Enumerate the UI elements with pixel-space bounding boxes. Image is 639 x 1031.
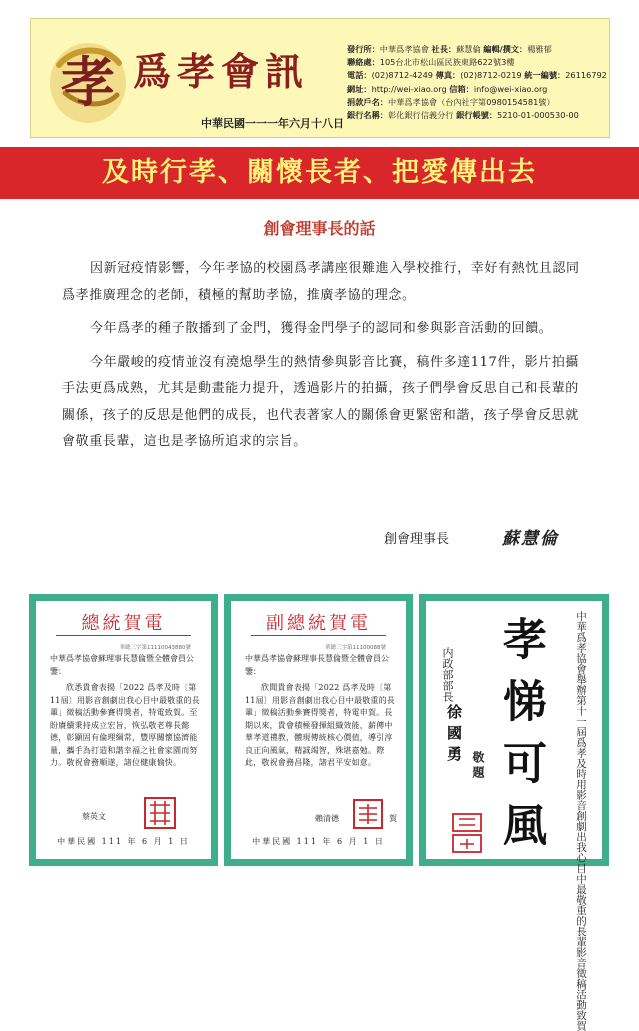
info-label: 社長： xyxy=(431,44,457,54)
card-recipient: 中華爲孝協會蘇理事長慧倫暨全體會員公鑒： xyxy=(245,654,389,676)
card-signer-suffix: 賀 xyxy=(389,814,397,823)
masthead-title: 爲孝會訊 xyxy=(133,49,310,94)
issue-date: 中華民國一一一年六月十八日 xyxy=(201,117,344,130)
info-value: 中華爲孝協會（台內社字第0980154581號） xyxy=(387,96,555,107)
red-seal-icon xyxy=(144,797,176,829)
card-message: 欣聞貴會表揚「2022 爲孝及時〔第11屆〕用影音創劇出我心目中最敬重的長輩」徵稿活動參賽得獎者，特電申賀。長期以來，貴會積極發揮組織效能，薪傳中華孝道禮教，體現傳統核心價值，導引淳良正向風氣，精誠竭智，殊堪嘉勉。際此，敬祝會務昌隆，諸君平安如意。 xyxy=(245,683,395,767)
signature-name: 蘇慧倫 xyxy=(502,529,559,549)
publisher-info-line xyxy=(347,109,609,122)
info-label: 傳真： xyxy=(435,70,461,81)
calligraphy-signer: 徐國勇 xyxy=(445,704,463,767)
xiao-logo-icon xyxy=(45,35,131,127)
article-body xyxy=(62,256,582,463)
info-value: 中華爲孝協會 xyxy=(379,44,432,54)
card-title: 副總統賀電 xyxy=(266,613,371,634)
article-paragraph: 今年嚴峻的疫情並沒有澆熄學生的熱情參與影音比賽，稿件多達117件，影片拍攝手法更爲成熟，尤其是動畫能力提升，透過影片的拍攝，孩子們學會反思自己和長輩的關係，孩子的反思是他們的成長，也代表著家人的關係會更緊密和諧，孩子學會反思就會敬重長輩，這也是孝協所追求的宗旨。 xyxy=(62,354,580,449)
article-paragraph: 因新冠疫情影響，今年孝協的校園爲孝講座很難進入學校推行，幸好有熱忱且認同爲孝推廣理念的老師，積極的幫助孝協，推廣孝協的理念。 xyxy=(62,261,580,303)
card-reference-number: 華總三字第11110043880號 xyxy=(119,645,191,651)
card-date: 中華民國 111 年 6 月 1 日 xyxy=(57,837,190,846)
info-value: 26116792 xyxy=(565,70,607,81)
signature-title: 創會理事長 xyxy=(384,532,450,547)
publisher-info-line xyxy=(347,96,609,109)
info-label: 信箱： xyxy=(449,83,474,94)
card-title: 總統賀電 xyxy=(81,613,166,634)
info-label: 銀行名稱： xyxy=(347,110,388,121)
info-value: info@wei-xiao.org xyxy=(473,83,548,94)
info-label: 網址： xyxy=(347,83,372,94)
info-value: http://wei-xiao.org xyxy=(371,83,450,94)
card-divider xyxy=(251,635,386,636)
info-label: 發行所： xyxy=(347,44,380,54)
card-date: 中華民國 111 年 6 月 1 日 xyxy=(252,837,385,846)
interior-calligraphy-card xyxy=(419,594,609,1031)
president-congrats-card xyxy=(29,594,218,866)
card-recipient: 中華爲孝協會蘇理事長慧倫暨全體會員公鑒： xyxy=(50,654,194,676)
card-signer: 賴清德 xyxy=(315,814,339,823)
publisher-info-line xyxy=(347,83,609,96)
logo-glyph: 孝 xyxy=(61,50,115,114)
card-reference-number: 華總三字第11100088號 xyxy=(325,645,386,651)
card-divider xyxy=(56,635,191,636)
info-label: 編輯/撰文： xyxy=(483,44,528,54)
info-value: 105台北市松山區民族東路622號3樓 xyxy=(379,57,515,68)
calligraphy-dedication: 中華爲孝協會舉辦第十一屆爲孝及時用影音創劇出我心目中最敬重的長輩影音徵稿活動致賀 xyxy=(575,611,587,1031)
info-label: 捐款戶名： xyxy=(347,96,388,107)
info-value: (02)8712-4249 xyxy=(371,70,436,81)
slogan-banner xyxy=(0,147,639,199)
masthead-header xyxy=(30,18,610,138)
info-label: 銀行帳號： xyxy=(456,110,498,121)
slogan-text: 及時行孝、關懷長者、把愛傳出去 xyxy=(102,157,537,188)
calligraphy-office: 内政部部長 xyxy=(441,647,454,702)
info-label: 電話： xyxy=(347,70,372,81)
card-signer: 蔡英文 xyxy=(82,812,106,821)
publisher-info-line xyxy=(347,69,609,82)
info-value: 蘇慧倫 xyxy=(456,44,484,54)
red-seal-icon xyxy=(452,813,482,853)
info-value: (02)8712-0219 xyxy=(460,70,525,81)
article-paragraph: 今年爲孝的種子散播到了金門，獲得金門學子的認同和參與影音活動的回饋。 xyxy=(90,321,553,336)
article-title: 創會理事長的話 xyxy=(263,219,376,238)
calligraphy-text: 孝悌可風 xyxy=(495,616,546,864)
info-label: 統一編號： xyxy=(524,70,566,81)
publisher-info-line xyxy=(347,56,609,69)
publisher-info-line xyxy=(347,43,609,56)
info-label: 聯絡處： xyxy=(347,57,380,68)
calligraphy-signer-suffix: 敬題 xyxy=(471,751,485,781)
info-value: 楊雅郁 xyxy=(527,44,552,54)
publisher-info xyxy=(347,43,609,122)
red-seal-icon xyxy=(353,799,383,829)
card-message: 欣悉貴會表揚「2022 爲孝及時〔第11屆〕用影音創劇出我心目中最敬重的長輩」徵稿活動參賽得獎者，特電致賀。至盼賡續秉持成立宏旨，恢弘敬老尊長懿德，彰顯固有倫理綱常，豐厚關懷協濟能量，攜手為打造和諧幸福之社會家園而努力。敬祝會務順遂，諸位健康愉快。 xyxy=(50,683,200,767)
info-value: 5210-01-000530-00 xyxy=(497,110,579,121)
vice-president-congrats-card xyxy=(224,594,413,866)
info-value: 彰化銀行信義分行 xyxy=(387,110,457,121)
